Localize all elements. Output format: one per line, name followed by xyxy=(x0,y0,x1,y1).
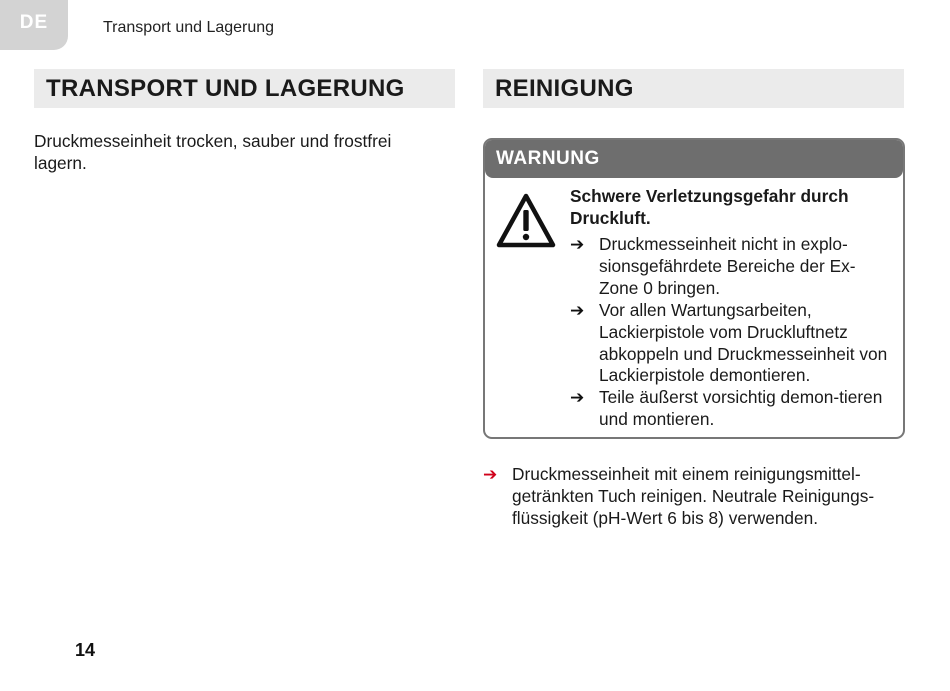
arrow-right-icon: ➔ xyxy=(570,300,585,320)
warning-title: Schwere Verletzungsgefahr durch Druckluft. xyxy=(570,186,849,228)
cleaning-instruction xyxy=(483,464,908,529)
transport-section-heading: TRANSPORT UND LAGERUNG xyxy=(34,69,455,108)
warning-item-text: Teile äußerst vorsichtig demon-tieren und montieren. xyxy=(599,387,883,430)
warning-list-item xyxy=(570,387,890,431)
arrow-right-icon: ➔ xyxy=(570,388,585,408)
warning-triangle-icon xyxy=(495,192,557,250)
warning-list xyxy=(570,234,890,431)
warning-list-item xyxy=(570,300,890,388)
warning-list-item xyxy=(570,234,890,300)
page-number: 14 xyxy=(75,640,96,660)
cleaning-instruction-text: Druckmesseinheit mit einem reinigungsmittel-getränkten Tuch reinigen. Neutrale Reinigungs-flüssigkeit (pH-Wert 6 bis 8) verwenden. xyxy=(512,464,875,528)
running-header-title: Transport und Lagerung xyxy=(103,19,275,36)
warning-label: WARNUNG xyxy=(485,140,903,178)
storage-instruction-text: Druckmesseinheit trocken, sauber und frostfrei lagern. xyxy=(34,131,392,173)
language-tab: DE xyxy=(0,0,68,50)
arrow-right-icon: ➔ xyxy=(483,465,498,484)
warning-box xyxy=(483,138,905,439)
cleaning-section-heading: REINIGUNG xyxy=(483,69,904,108)
warning-item-text: Druckmesseinheit nicht in explo-sionsgefährdete Bereiche der Ex-Zone 0 bringen. xyxy=(599,234,856,298)
warning-item-text: Vor allen Wartungsarbeiten, Lackierpistole vom Druckluftnetz abkoppeln und Druckmesseinheit von Lackierpistole demontieren. xyxy=(599,299,888,386)
arrow-right-icon: ➔ xyxy=(570,235,585,254)
